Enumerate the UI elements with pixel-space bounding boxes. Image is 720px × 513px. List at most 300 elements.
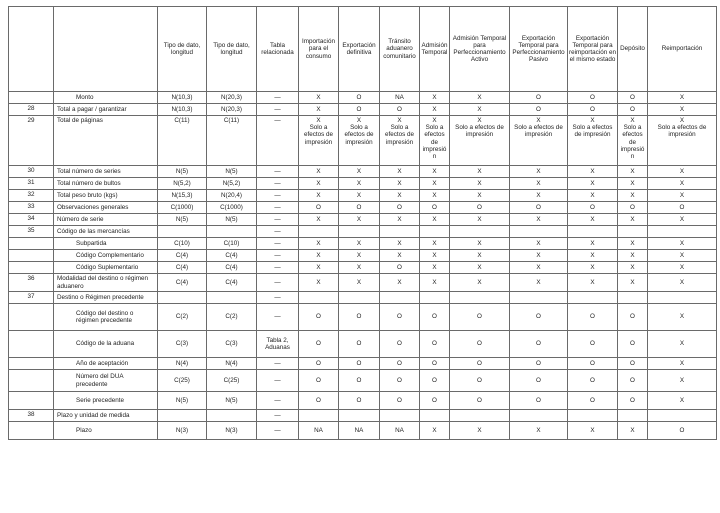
table-cell: X (618, 262, 648, 274)
field-description: Total número de series (54, 166, 158, 178)
field-description: Año de aceptación (54, 358, 158, 370)
table-cell: O (339, 104, 380, 116)
table-cell: C(4) (207, 262, 257, 274)
row-number: 35 (9, 226, 54, 238)
table-cell: C(10) (158, 238, 207, 250)
table-cell: O (450, 358, 510, 370)
table-cell (648, 410, 717, 422)
table-cell: O (420, 358, 450, 370)
row-number: 38 (9, 410, 54, 422)
table-cell: O (510, 202, 568, 214)
table-cell: X (420, 92, 450, 104)
table-cell: X (568, 274, 618, 292)
table-cell: X (450, 92, 510, 104)
table-row (9, 178, 717, 190)
table-cell (568, 116, 618, 166)
table-cell: X (339, 166, 380, 178)
row-number: 37 (9, 292, 54, 304)
table-cell (420, 410, 450, 422)
row-number: 33 (9, 202, 54, 214)
row-number: 31 (9, 178, 54, 190)
table-cell: X (648, 190, 717, 202)
table-cell (450, 292, 510, 304)
table-cell: O (299, 358, 339, 370)
field-description: Modalidad del destino o régimen aduanero (54, 274, 158, 292)
table-cell: X (568, 238, 618, 250)
table-row (9, 292, 717, 304)
field-description: Total número de bultos (54, 178, 158, 190)
field-description: Serie precedente (54, 392, 158, 410)
table-cell: X (450, 166, 510, 178)
table-cell: X (339, 262, 380, 274)
table-body (9, 92, 717, 440)
cell-note: Solo a efectos de impresión (422, 124, 447, 161)
field-description: Código de la aduana (54, 331, 158, 358)
table-cell: NA (380, 422, 420, 440)
table-cell: C(10) (207, 238, 257, 250)
table-cell: X (299, 214, 339, 226)
table-cell: X (299, 104, 339, 116)
table-cell: O (339, 331, 380, 358)
row-number: 32 (9, 190, 54, 202)
table-cell: X (339, 214, 380, 226)
field-description: Total peso bruto (kgs) (54, 190, 158, 202)
table-cell: — (257, 116, 299, 166)
cell-mark: X (630, 117, 635, 124)
table-cell: O (648, 202, 717, 214)
table-cell: X (299, 92, 339, 104)
table-cell: O (339, 202, 380, 214)
table-cell: X (339, 250, 380, 262)
table-cell: O (339, 392, 380, 410)
table-cell: X (380, 274, 420, 292)
table-cell: X (568, 250, 618, 262)
table-cell: X (450, 104, 510, 116)
table-cell (299, 410, 339, 422)
cell-mark: X (397, 117, 402, 124)
table-cell: X (648, 178, 717, 190)
table-cell: O (510, 104, 568, 116)
table-cell: X (420, 422, 450, 440)
field-description: Número del DUA precedente (54, 370, 158, 392)
table-cell: X (299, 190, 339, 202)
table-row (9, 370, 717, 392)
table-cell: O (299, 304, 339, 331)
table-cell: X (420, 190, 450, 202)
header-cell: Tránsito aduanero comunitario (380, 7, 420, 92)
table-cell: O (510, 370, 568, 392)
row-number: 34 (9, 214, 54, 226)
table-cell: X (420, 178, 450, 190)
table-cell: — (257, 304, 299, 331)
table-cell: O (618, 304, 648, 331)
table-cell (568, 226, 618, 238)
table-cell: O (450, 392, 510, 410)
table-cell (420, 226, 450, 238)
table-row (9, 410, 717, 422)
row-number (9, 370, 54, 392)
header-cell (54, 7, 158, 92)
table-cell: O (299, 370, 339, 392)
document-page (8, 6, 716, 440)
table-cell: — (257, 358, 299, 370)
table-cell (510, 410, 568, 422)
table-cell: X (510, 274, 568, 292)
table-cell: X (618, 214, 648, 226)
table-cell: X (618, 238, 648, 250)
header-cell: Tipo de dato, longitud (158, 7, 207, 92)
table-cell (207, 410, 257, 422)
table-cell: — (257, 92, 299, 104)
table-cell: C(3) (158, 331, 207, 358)
header-cell: Importación para el consumo (299, 7, 339, 92)
table-cell: X (450, 262, 510, 274)
table-cell: X (380, 190, 420, 202)
cell-note: Solo a efectos de impresión (572, 124, 613, 139)
table-row (9, 190, 717, 202)
cell-note: Solo a efectos de impresión (620, 124, 645, 161)
table-cell: — (257, 250, 299, 262)
table-cell: X (648, 274, 717, 292)
table-cell: N(4) (207, 358, 257, 370)
table-cell: O (380, 304, 420, 331)
row-number (9, 304, 54, 331)
table-cell (648, 116, 717, 166)
table-cell: O (299, 392, 339, 410)
table-cell (450, 410, 510, 422)
table-cell: O (339, 370, 380, 392)
row-number (9, 331, 54, 358)
table-cell: C(4) (158, 250, 207, 262)
table-cell: X (450, 190, 510, 202)
table-cell: X (648, 392, 717, 410)
table-cell (568, 292, 618, 304)
table-cell: O (420, 202, 450, 214)
table-cell (510, 116, 568, 166)
table-cell: C(2) (207, 304, 257, 331)
table-cell: O (450, 331, 510, 358)
table-cell: X (568, 190, 618, 202)
table-cell (648, 292, 717, 304)
table-cell: — (257, 422, 299, 440)
row-number (9, 358, 54, 370)
row-number: 30 (9, 166, 54, 178)
table-row (9, 202, 717, 214)
table-cell: — (257, 292, 299, 304)
table-cell: X (510, 250, 568, 262)
table-cell: O (648, 422, 717, 440)
row-number (9, 250, 54, 262)
table-cell: X (618, 422, 648, 440)
table-cell: — (257, 214, 299, 226)
cell-mark: X (477, 117, 482, 124)
table-cell: N(5) (158, 392, 207, 410)
table-cell: N(5) (207, 392, 257, 410)
table-cell: X (450, 214, 510, 226)
table-cell: N(10,3) (158, 104, 207, 116)
field-description: Monto (54, 92, 158, 104)
table-cell: X (618, 250, 648, 262)
field-description: Total de páginas (54, 116, 158, 166)
table-cell: X (450, 422, 510, 440)
table-cell: N(3) (158, 422, 207, 440)
field-description: Plazo y unidad de medida (54, 410, 158, 422)
table-cell: N(5) (207, 166, 257, 178)
table-cell: — (257, 274, 299, 292)
table-cell: X (510, 238, 568, 250)
cell-note: Solo a efectos de impresión (344, 124, 374, 146)
table-row (9, 331, 717, 358)
table-row (9, 166, 717, 178)
header-cell: Reimportación (648, 7, 717, 92)
table-cell: X (648, 92, 717, 104)
table-cell: X (510, 422, 568, 440)
table-cell: X (380, 238, 420, 250)
table-cell: O (618, 104, 648, 116)
table-cell: X (648, 238, 717, 250)
cell-note: Solo a efectos de impresión (455, 124, 504, 139)
table-cell: X (618, 190, 648, 202)
table-cell: O (420, 392, 450, 410)
field-description: Total a pagar / garantizar (54, 104, 158, 116)
field-description: Código Suplementario (54, 262, 158, 274)
table-cell: C(1000) (207, 202, 257, 214)
table-cell (380, 116, 420, 166)
table-cell: O (380, 262, 420, 274)
table-cell (299, 116, 339, 166)
table-cell: N(10,3) (158, 92, 207, 104)
table-cell: X (420, 104, 450, 116)
table-cell (158, 226, 207, 238)
table-row (9, 92, 717, 104)
table-cell: O (618, 331, 648, 358)
header-cell (9, 7, 54, 92)
table-cell: NA (380, 92, 420, 104)
header-cell: Admisión Temporal para Perfeccionamiento Activo (450, 7, 510, 92)
table-cell: O (380, 202, 420, 214)
table-cell (207, 226, 257, 238)
table-cell: O (450, 370, 510, 392)
table-cell: O (299, 202, 339, 214)
table-row (9, 422, 717, 440)
table-cell (568, 410, 618, 422)
cell-note: Solo a efectos de impresión (303, 124, 334, 146)
table-cell: O (510, 358, 568, 370)
table-cell: X (648, 331, 717, 358)
table-cell: O (568, 304, 618, 331)
table-cell: C(4) (158, 274, 207, 292)
table-cell: X (420, 238, 450, 250)
cell-note: Solo a efectos de impresión (514, 124, 563, 139)
table-cell: X (510, 262, 568, 274)
table-cell: O (510, 392, 568, 410)
table-cell: — (257, 190, 299, 202)
field-description: Número de serie (54, 214, 158, 226)
table-cell: X (339, 238, 380, 250)
table-cell (618, 410, 648, 422)
table-cell: X (450, 250, 510, 262)
table-row (9, 214, 717, 226)
cell-mark: X (590, 117, 595, 124)
table-cell: O (568, 392, 618, 410)
table-cell: N(5) (207, 214, 257, 226)
table-row (9, 262, 717, 274)
cell-mark: X (316, 117, 321, 124)
cell-mark: X (356, 117, 362, 124)
table-cell: O (380, 104, 420, 116)
header-cell: Depósito (618, 7, 648, 92)
table-cell: X (380, 166, 420, 178)
table-cell: C(1000) (158, 202, 207, 214)
table-cell: X (380, 250, 420, 262)
table-cell: X (618, 274, 648, 292)
table-cell: N(20,3) (207, 92, 257, 104)
table-cell: X (510, 214, 568, 226)
table-cell: O (510, 331, 568, 358)
table-cell: N(5,2) (158, 178, 207, 190)
row-number: 28 (9, 104, 54, 116)
field-description: Código Complementario (54, 250, 158, 262)
table-cell (420, 292, 450, 304)
table-row (9, 238, 717, 250)
table-cell: X (339, 190, 380, 202)
table-cell: O (568, 331, 618, 358)
table-cell: — (257, 178, 299, 190)
table-cell (450, 116, 510, 166)
table-cell (299, 292, 339, 304)
row-number (9, 422, 54, 440)
table-cell: C(3) (207, 331, 257, 358)
field-description: Subpartida (54, 238, 158, 250)
table-cell: N(15,3) (158, 190, 207, 202)
table-cell (648, 226, 717, 238)
table-cell: X (568, 166, 618, 178)
table-cell: X (299, 274, 339, 292)
table-cell: O (510, 92, 568, 104)
table-cell: N(4) (158, 358, 207, 370)
table-cell: X (299, 178, 339, 190)
table-row (9, 250, 717, 262)
table-cell: — (257, 370, 299, 392)
table-cell: X (568, 262, 618, 274)
table-cell: O (380, 392, 420, 410)
table-cell: — (257, 166, 299, 178)
table-cell: C(2) (158, 304, 207, 331)
table-cell: N(5,2) (207, 178, 257, 190)
table-cell: O (510, 304, 568, 331)
header-cell: Exportación Temporal para Perfeccionamiento Pasivo (510, 7, 568, 92)
table-row (9, 358, 717, 370)
table-cell: C(25) (158, 370, 207, 392)
header-cell: Tipo de dato, longitud (207, 7, 257, 92)
table-cell: X (568, 214, 618, 226)
row-number: 29 (9, 116, 54, 166)
table-cell: C(11) (207, 116, 257, 166)
table-cell: X (510, 166, 568, 178)
table-cell: X (568, 178, 618, 190)
table-row (9, 116, 717, 166)
table-cell: O (568, 104, 618, 116)
table-cell: — (257, 262, 299, 274)
table-cell: N(5) (158, 214, 207, 226)
table-cell: X (648, 304, 717, 331)
table-cell: X (450, 274, 510, 292)
cell-mark: X (432, 117, 437, 124)
table-cell: C(25) (207, 370, 257, 392)
table-cell: — (257, 410, 299, 422)
table-cell: O (339, 92, 380, 104)
table-cell: X (648, 250, 717, 262)
table-cell: O (380, 358, 420, 370)
table-row (9, 104, 717, 116)
table-cell: — (257, 202, 299, 214)
table-cell: X (420, 214, 450, 226)
row-number (9, 238, 54, 250)
cell-mark: X (536, 117, 541, 124)
table-cell (618, 116, 648, 166)
table-cell: X (648, 370, 717, 392)
table-cell (339, 226, 380, 238)
table-cell: X (648, 214, 717, 226)
table-cell: O (420, 331, 450, 358)
table-cell: N(5) (158, 166, 207, 178)
cell-note: Solo a efectos de impresión (384, 124, 415, 146)
table-cell: X (648, 104, 717, 116)
table-cell: — (257, 392, 299, 410)
table-row (9, 304, 717, 331)
table-cell: O (380, 331, 420, 358)
table-cell: X (420, 250, 450, 262)
field-description: Código del destino o régimen precedente (54, 304, 158, 331)
table-cell: X (420, 262, 450, 274)
table-cell: — (257, 226, 299, 238)
table-cell (380, 292, 420, 304)
table-cell (380, 226, 420, 238)
table-cell (510, 292, 568, 304)
table-cell: O (380, 370, 420, 392)
table-cell: X (420, 274, 450, 292)
table-cell: X (380, 214, 420, 226)
row-number: 36 (9, 274, 54, 292)
table-cell: O (450, 304, 510, 331)
table-row (9, 274, 717, 292)
table-cell: X (450, 238, 510, 250)
header-cell: Tabla relacionada (257, 7, 299, 92)
table-cell: O (339, 358, 380, 370)
table-cell (450, 226, 510, 238)
table-cell: N(3) (207, 422, 257, 440)
table-cell: X (339, 274, 380, 292)
table-row (9, 226, 717, 238)
table-cell (339, 116, 380, 166)
table-cell: C(4) (207, 274, 257, 292)
table-cell: O (420, 304, 450, 331)
table-cell (158, 292, 207, 304)
table-cell: Tabla 2, Aduanas (257, 331, 299, 358)
table-cell: X (339, 178, 380, 190)
header-cell: Exportación Temporal para reimportación en el mismo estado (568, 7, 618, 92)
table-cell: X (380, 178, 420, 190)
header-cell: Admisión Temporal (420, 7, 450, 92)
table-cell (158, 410, 207, 422)
table-cell: NA (339, 422, 380, 440)
table-cell: O (450, 202, 510, 214)
field-description: Observaciones generales (54, 202, 158, 214)
row-number (9, 392, 54, 410)
table-cell: O (339, 304, 380, 331)
table-cell: C(4) (207, 250, 257, 262)
table-cell: O (568, 202, 618, 214)
